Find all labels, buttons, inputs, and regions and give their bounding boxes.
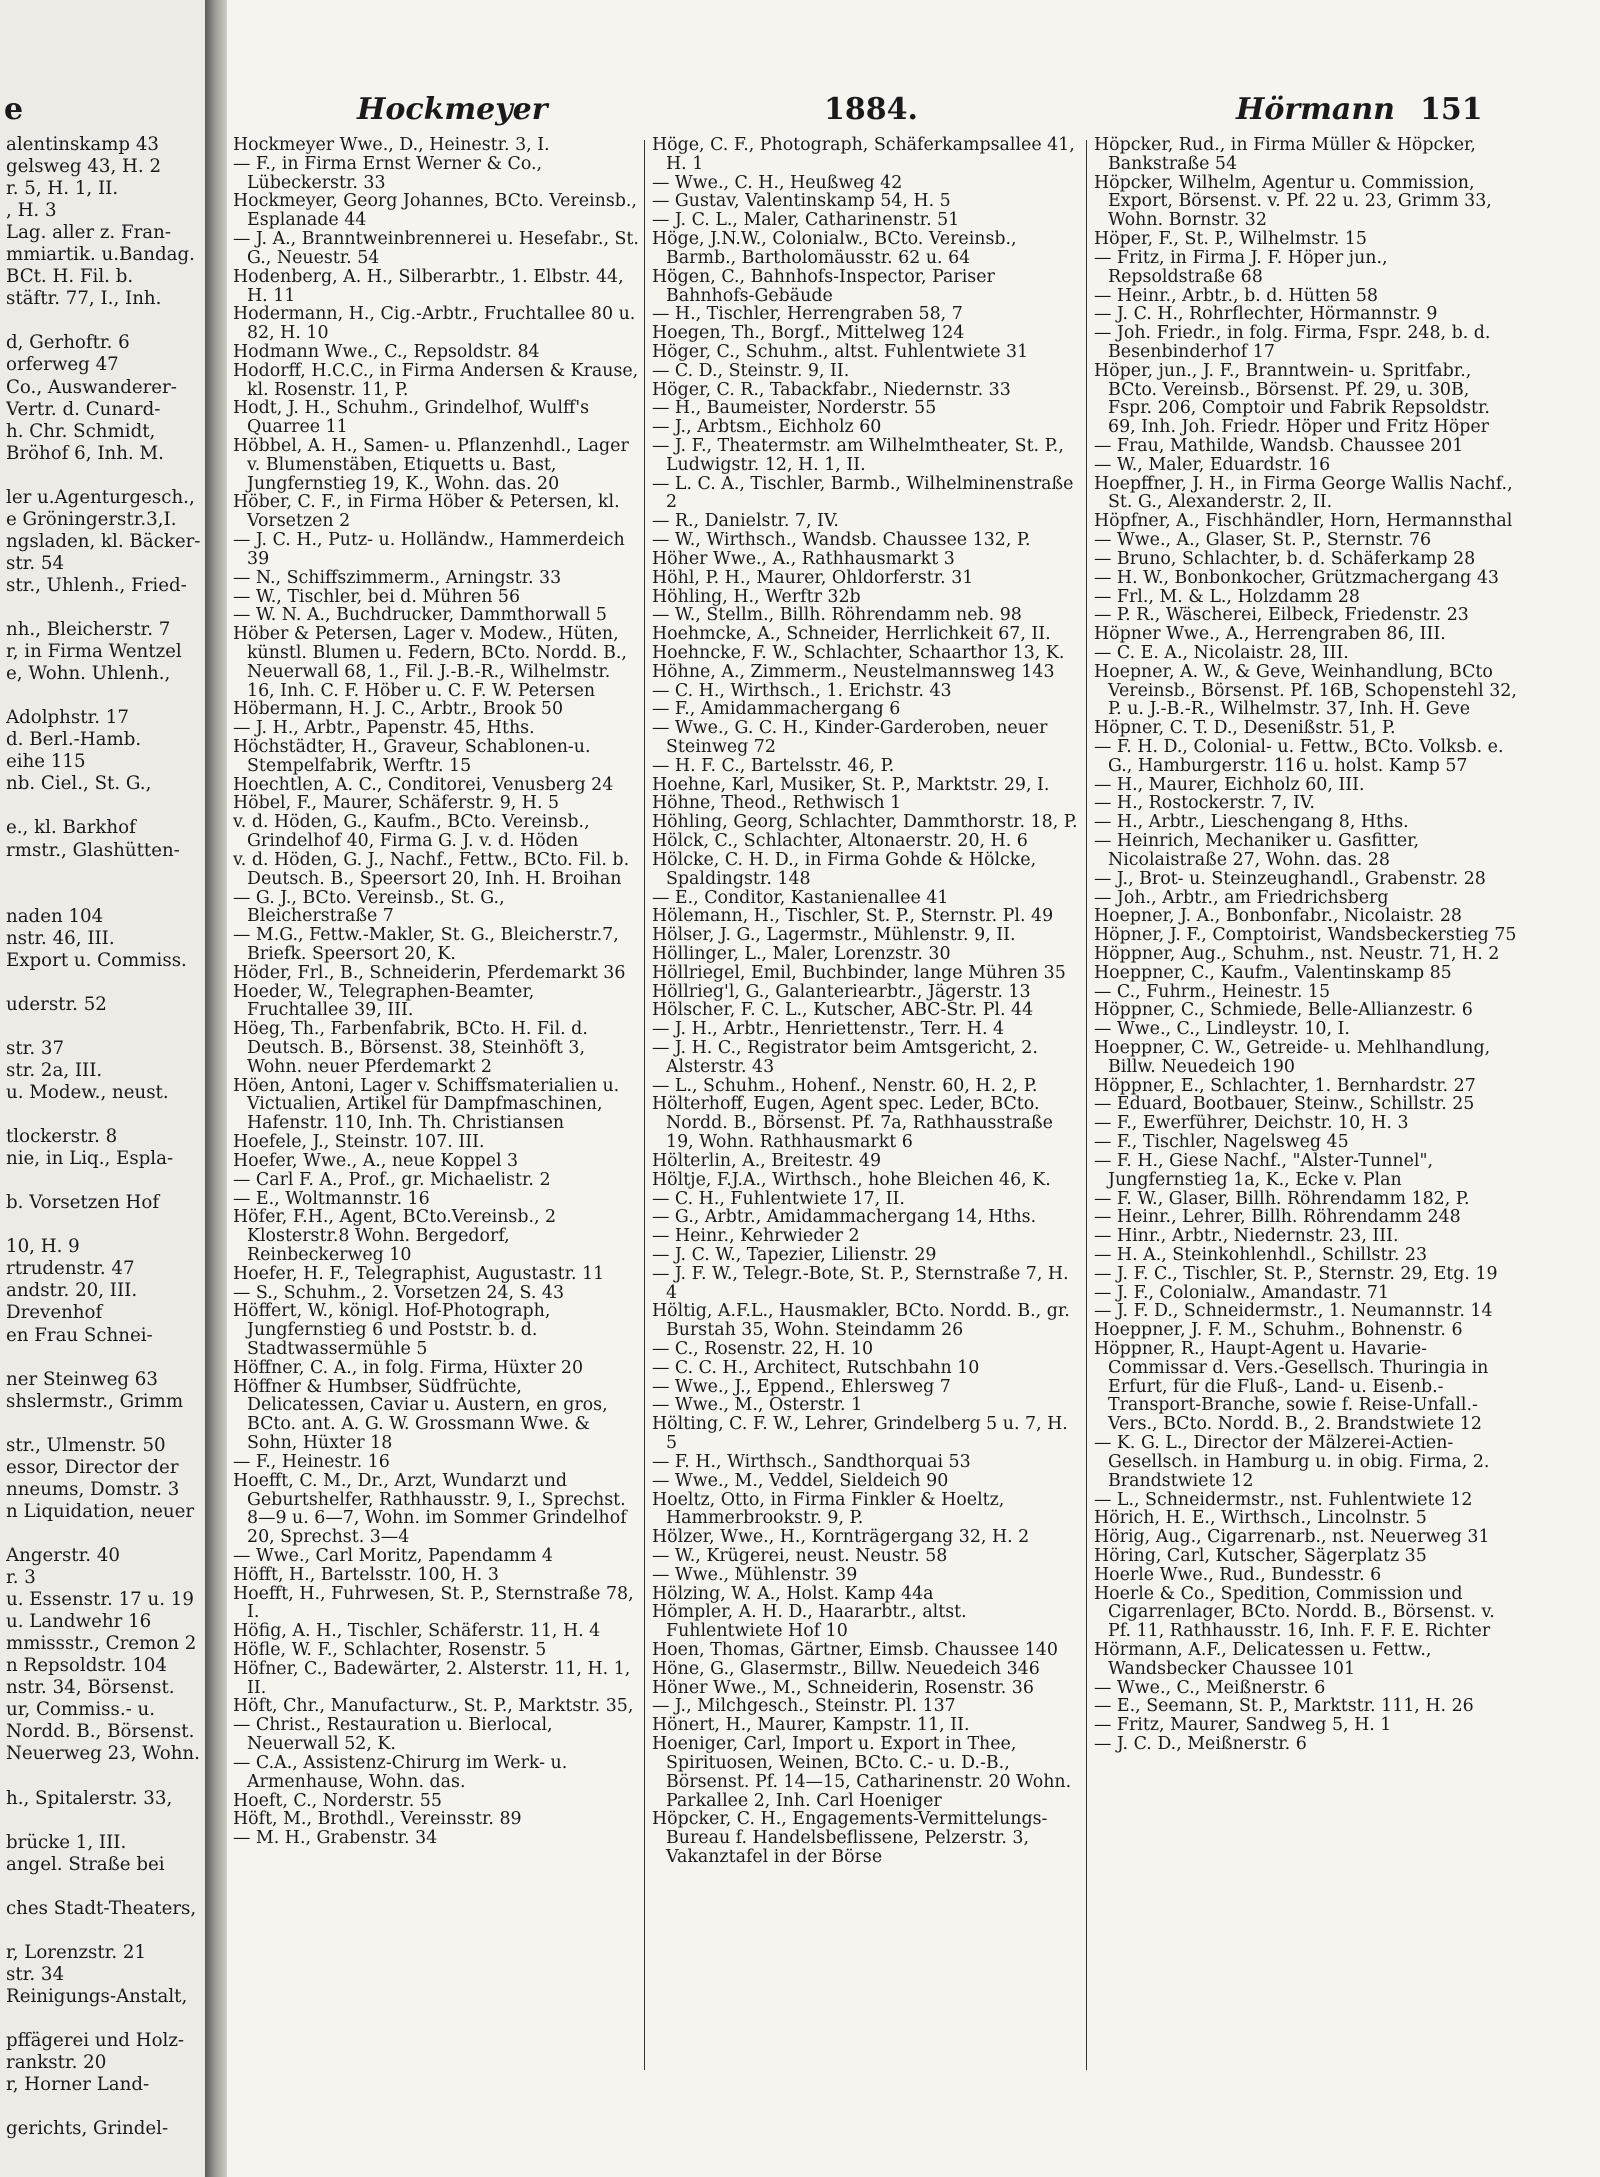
previous-page-line [6, 465, 201, 487]
directory-entry: Höper, jun., J. F., Branntwein- u. Spritfabr., BCto. Vereinsb., Börsenst. Pf. 29, u. 30B, Fspr. 206, Comptoir und Fabrik Repsoldstr. 69, Inh. Joh. Friedr. Höper und Fritz Höper [1094, 360, 1490, 438]
directory-entry: Hoegen, Th., Borgf., Mittelweg 124 [652, 323, 965, 344]
directory-entry: Höhl, P. H., Maurer, Ohldorferstr. 31 [652, 567, 974, 588]
previous-page-line: essor, Director der [6, 1456, 179, 1478]
directory-entry: — C. H., Fuhlentwiete 17, II. [652, 1188, 905, 1209]
previous-page-line: orferweg 47 [6, 354, 119, 376]
directory-entry: Höge, C. F., Photograph, Schäferkampsallee 41, H. 1 [652, 135, 1075, 174]
previous-page-line [6, 1810, 201, 1832]
directory-entry: — H., Arbtr., Lieschengang 8, Hths. [1094, 812, 1409, 833]
directory-entry: — E., Seemann, St. P., Marktstr. 111, H. 26 [1094, 1696, 1474, 1717]
directory-entry: — G., Arbtr., Amidammachergang 14, Hths. [652, 1207, 1037, 1228]
directory-entry: — W., Krügerei, neust. Neustr. 58 [652, 1545, 948, 1566]
previous-page-line [6, 1413, 201, 1435]
directory-entry: — F., Tischler, Nagelsweg 45 [1094, 1132, 1349, 1153]
previous-page-line: n Repsoldstr. 104 [6, 1655, 167, 1677]
previous-page-line: ches Stadt-Theaters, [6, 1897, 197, 1919]
page-number: 151 [1420, 92, 1483, 127]
previous-page-line [6, 2008, 201, 2030]
directory-entry: Hölzing, W. A., Holst. Kamp 44a [652, 1583, 934, 1604]
directory-entry: Höltig, A.F.L., Hausmakler, BCto. Nordd. B., gr. Burstah 35, Wohn. Steindamm 26 [652, 1301, 1070, 1341]
directory-entry: — F., Amidammachergang 6 [652, 699, 901, 720]
previous-page-line: str., Uhlenh., Fried- [6, 574, 187, 596]
previous-page-header: e [4, 92, 24, 127]
directory-entry: — J. H., Arbtr., Papenstr. 45, Hths. [233, 718, 535, 739]
directory-entry: Höfig, A. H., Tischler, Schäferstr. 11, H. 4 [233, 1621, 601, 1642]
previous-page-line: mmiartik. u.Bandag. [6, 244, 195, 266]
previous-page-line: eihe 115 [6, 751, 86, 773]
directory-entry: — C. C. H., Architect, Rutschbahn 10 [652, 1357, 980, 1378]
directory-entry: — M.G., Fettw.-Makler, St. G., Bleicherstr.7, Briefk. Speersort 20, K. [233, 925, 619, 964]
directory-entry: — Wwe., Mühlenstr. 39 [652, 1564, 858, 1585]
directory-entry: — H., Tischler, Herrengraben 58, 7 [652, 304, 963, 325]
previous-page-line: u. Landwehr 16 [6, 1611, 152, 1633]
previous-page-line: str. 37 [6, 1037, 65, 1059]
previous-page-line: mmissstr., Cremon 2 [6, 1633, 197, 1655]
directory-entry: — Christ., Restauration u. Bierlocal, Neuerwall 52, K. [233, 1715, 553, 1755]
directory-entry: — W., Stellm., Billh. Röhrendamm neb. 98 [652, 605, 1022, 626]
directory-entry: Hoeppner, C., Kaufm., Valentinskamp 85 [1094, 962, 1452, 983]
directory-entry: — L. C. A., Tischler, Barmb., Wilhelminenstraße 2 [652, 473, 1074, 513]
header-year: 1884. [824, 92, 918, 127]
directory-entry: Hörich, H. E., Wirthsch., Lincolnstr. 5 [1094, 1508, 1427, 1529]
directory-entry: Höfer, F.H., Agent, BCto.Vereinsb., 2 Klosterstr.8 Wohn. Bergedorf, Reinbeckerweg 10 [233, 1207, 557, 1265]
directory-entry: — E., Woltmannstr. 16 [233, 1188, 430, 1209]
previous-page-line: rankstr. 20 [6, 2052, 107, 2074]
directory-entry: Hoeder, W., Telegraphen-Beamter, Fruchtallee 39, III. [233, 981, 535, 1021]
directory-entry: — M. H., Grabenstr. 34 [233, 1828, 438, 1849]
previous-page-line [6, 1214, 201, 1236]
previous-page-line: r. 5, H. 1, II. [6, 178, 119, 200]
directory-entry: Hodorff, H.C.C., in Firma Andersen & Krause, kl. Rosenstr. 11, P. [233, 360, 639, 400]
directory-entry: Höbermann, H. J. C., Arbtr., Brook 50 [233, 699, 564, 720]
previous-page-line: h. Chr. Schmidt, [6, 420, 156, 442]
directory-entry: — N., Schiffszimmerm., Arningstr. 33 [233, 567, 562, 588]
directory-entry: Höder, Frl., B., Schneiderin, Pferdemarkt 36 [233, 962, 626, 983]
previous-page-line [6, 1104, 201, 1126]
directory-entry: — H. W., Bonbonkocher, Grützmachergang 43 [1094, 567, 1499, 588]
directory-entry: — Frau, Mathilde, Wandsb. Chaussee 201 [1094, 436, 1464, 456]
directory-entry: — K. G. L., Director der Mälzerei-Actien-Gesellsch. in Hamburg u. in obig. Firma, 2. Brandstwiete 12 [1094, 1433, 1490, 1491]
directory-entry: — W., Wirthsch., Wandsb. Chaussee 132, P. [652, 530, 1031, 551]
directory-entry: — Gustav, Valentinskamp 54, H. 5 [652, 191, 951, 212]
directory-entry: — J. C. H., Rohrflechter, Hörmannstr. 9 [1094, 304, 1438, 325]
directory-entry: Högen, C., Bahnhofs-Inspector, Pariser Bahnhofs-Gebäude [652, 266, 995, 306]
directory-column-3 [1094, 136, 1518, 1754]
previous-page-line [6, 310, 201, 332]
directory-entry: — Wwe., M., Veddel, Sieldeich 90 [652, 1470, 949, 1491]
previous-page-line: n Liquidation, neuer [6, 1500, 195, 1522]
directory-entry: Hölting, C. F. W., Lehrer, Grindelberg 5 u. 7, H. 5 [652, 1414, 1068, 1454]
previous-page-column [6, 134, 201, 2140]
previous-page-line: uderstr. 52 [6, 993, 107, 1015]
directory-entry: Höber, C. F., in Firma Höber & Petersen, kl. Vorsetzen 2 [233, 492, 620, 532]
previous-page-line [6, 972, 201, 994]
directory-entry: Höppner, R., Haupt-Agent u. Havarie-Commissar d. Vers.-Gesellsch. Thuringia in Erfurt, für die Fluß-, Land- u. Eisenb.-Transport-Branche, sowie f. Reise-Unfall.-Vers., BCto. Nordd. B., 2. Brandstwiete 12 [1094, 1339, 1489, 1435]
directory-entry: Höllinger, L., Maler, Lorenzstr. 30 [652, 943, 951, 964]
directory-entry: Hoefer, H. F., Telegraphist, Augustastr. 11 [233, 1263, 605, 1284]
previous-page-line: r, in Firma Wentzel [6, 641, 182, 663]
previous-page-line: e., kl. Barkhof [6, 817, 136, 839]
directory-entry: — F. H., Wirthsch., Sandthorquai 53 [652, 1451, 971, 1472]
previous-page-line: Vertr. d. Cunard- [6, 398, 161, 420]
directory-entry: — J., Milchgesch., Steinstr. Pl. 137 [652, 1696, 956, 1717]
previous-page-line [6, 685, 201, 707]
directory-entry: — F. H. D., Colonial- u. Fettw., BCto. Volksb. e. G., Hamburgerstr. 116 u. holst. Kamp 57 [1094, 737, 1504, 776]
previous-page-line: nstr. 34, Börsenst. [6, 1677, 175, 1699]
header-left-catchword: Hockmeyer [357, 92, 548, 127]
directory-entry: Höppner, E., Schlachter, 1. Bernhardstr. 27 [1094, 1075, 1476, 1096]
directory-entry: — R., Danielstr. 7, IV. [652, 511, 839, 532]
directory-entry: Höger, C. R., Tabackfabr., Niedernstr. 33 [652, 379, 1011, 400]
directory-entry: — C., Rosenstr. 22, H. 10 [652, 1339, 874, 1359]
directory-entry: Höpner Wwe., A., Herrengraben 86, III. [1094, 624, 1446, 645]
directory-entry: Höffert, W., königl. Hof-Photograph, Jungfernstieg 6 und Poststr. b. d. Stadtwassermühle 5 [233, 1301, 551, 1359]
directory-entry: Höring, Carl, Kutscher, Sägerplatz 35 [1094, 1545, 1427, 1566]
previous-page-line: nstr. 46, III. [6, 927, 115, 949]
previous-page-line: Lag. aller z. Fran- [6, 222, 172, 244]
directory-entry: Hoeppner, C. W., Getreide- u. Mehlhandlung, Billw. Neuedeich 190 [1094, 1038, 1491, 1077]
directory-entry: Hoerle Wwe., Rud., Bundesstr. 6 [1094, 1564, 1382, 1585]
directory-entry: — J. C. W., Tapezier, Lilienstr. 29 [652, 1244, 937, 1265]
directory-entry: — Wwe., A., Glaser, St. P., Sternstr. 76 [1094, 530, 1432, 551]
directory-entry: Hölck, C., Schlachter, Altonaerstr. 20, H. 6 [652, 831, 1028, 852]
directory-entry: — J., Brot- u. Steinzeughandl., Grabenstr. 28 [1094, 868, 1486, 889]
directory-entry: — Wwe., C., Meißnerstr. 6 [1094, 1677, 1326, 1698]
directory-entry: Höpner, C. T. D., Desenißstr. 51, P. [1094, 718, 1396, 739]
directory-entry: — J. C. D., Meißnerstr. 6 [1094, 1734, 1307, 1755]
directory-entry: Hoehmcke, A., Schneider, Herrlichkeit 67, II. [652, 624, 1051, 645]
directory-entry: — F. W., Glaser, Billh. Röhrendamm 182, P. [1094, 1188, 1470, 1209]
previous-page-line: stäftr. 77, I., Inh. [6, 288, 162, 310]
previous-page-line: ler u.Agenturgesch., [6, 486, 195, 508]
directory-entry: Höeg, Th., Farbenfabrik, BCto. H. Fil. d. Deutsch. B., Börsenst. 38, Steinhöft 3, Wohn. neuer Pferdemarkt 2 [233, 1019, 588, 1077]
directory-entry: Hockmeyer Wwe., D., Heinestr. 3, I. [233, 135, 550, 155]
directory-entry: Hölemann, H., Tischler, St. P., Sternstr. Pl. 49 [652, 906, 1054, 927]
directory-entry: — W. N. A., Buchdrucker, Dammthorwall 5 [233, 605, 607, 626]
directory-entry: Höchstädter, H., Graveur, Schablonen-u. Stempelfabrik, Werftr. 15 [233, 737, 591, 776]
directory-entry: Höpcker, C. H., Engagements-Vermittelungs-Bureau f. Handelsbeflissene, Pelzerstr. 3, Vakanztafel in der Börse [652, 1809, 1048, 1867]
directory-entry: — G. J., BCto. Vereinsb., St. G., Bleicherstraße 7 [233, 887, 505, 927]
directory-entry: — C. H., Wirthsch., 1. Erichstr. 43 [652, 680, 952, 701]
directory-entry: — H., Baumeister, Norderstr. 55 [652, 398, 937, 419]
directory-entry: Höpfner, A., Fischhändler, Horn, Hermannsthal [1094, 511, 1513, 532]
directory-entry: Hodt, J. H., Schuhm., Grindelhof, Wulff's Quarree 11 [233, 398, 590, 438]
previous-page-line: Reinigungs-Anstalt, [6, 1985, 188, 2007]
directory-entry: Höfle, W. F., Schlachter, Rosenstr. 5 [233, 1640, 547, 1660]
previous-page-line: str. 54 [6, 552, 65, 574]
previous-page-line: shslermstr., Grimm [6, 1390, 184, 1412]
directory-entry: — J. F., Theatermstr. am Wilhelmtheater, St. P., Ludwigstr. 12, H. 1, II. [652, 436, 1064, 475]
directory-entry: — H. F. C., Bartelsstr. 46, P. [652, 755, 895, 776]
previous-page-line [6, 597, 201, 619]
directory-entry: — C. E. A., Nicolaistr. 28, III. [1094, 642, 1349, 663]
directory-entry: Höper, F., St. P., Wilhelmstr. 15 [1094, 229, 1367, 250]
column-rule [1086, 140, 1087, 2070]
directory-entry: Hölser, J. G., Lagermstr., Mühlenstr. 9, II. [652, 925, 1016, 946]
directory-entry: Höppner, C., Schmiede, Belle-Allianzestr. 6 [1094, 1000, 1473, 1021]
directory-entry: — Frl., M. & L., Holzdamm 28 [1094, 586, 1360, 607]
directory-entry: Hockmeyer, Georg Johannes, BCto. Vereinsb., Esplanade 44 [233, 191, 637, 231]
previous-page-line: andstr. 20, III. [6, 1280, 138, 1302]
directory-entry: Höllriegel, Emil, Buchbinder, lange Mühren 35 [652, 962, 1066, 983]
previous-page-line: str. 2a, III. [6, 1059, 103, 1081]
directory-entry: — Heinrich, Mechaniker u. Gasfitter, Nicolaistraße 27, Wohn. das. 28 [1094, 831, 1420, 870]
directory-entry: Höppner, Aug., Schuhm., nst. Neustr. 71, H. 2 [1094, 943, 1500, 964]
directory-entry: — Heinr., Arbtr., b. d. Hütten 58 [1094, 285, 1378, 306]
previous-page-line: Export u. Commiss. [6, 949, 187, 971]
directory-entry: Höfft, H., Bartelsstr. 100, H. 3 [233, 1564, 499, 1585]
directory-entry: — H., Maurer, Eichholz 60, III. [1094, 774, 1365, 795]
previous-page-line: nh., Bleicherstr. 7 [6, 619, 171, 641]
directory-entry: — Fritz, in Firma J. F. Höper jun., Repsoldstraße 68 [1094, 247, 1388, 287]
directory-entry: Höpcker, Rud., in Firma Müller & Höpcker, Bankstraße 54 [1094, 135, 1476, 174]
directory-entry: — P. R., Wäscherei, Eilbeck, Friedenstr. 23 [1094, 605, 1469, 626]
directory-entry: — F., Heinestr. 16 [233, 1451, 390, 1472]
directory-entry: Hoepner, J. A., Bonbonfabr., Nicolaistr. 28 [1094, 906, 1462, 927]
directory-entry: — S., Schuhm., 2. Vorsetzen 24, S. 43 [233, 1282, 565, 1303]
directory-entry: — Hinr., Arbtr., Niedernstr. 23, III. [1094, 1226, 1399, 1247]
directory-entry: — W., Maler, Eduardstr. 16 [1094, 454, 1331, 475]
directory-entry: Hoerle & Co., Spedition, Commission und Cigarrenlager, BCto. Nordd. B., Börsenst. v. Pf. 11, Rathhausstr. 16, Inh. F. F. E. Richter [1094, 1583, 1495, 1642]
directory-entry: — Bruno, Schlachter, b. d. Schäferkamp 28 [1094, 548, 1476, 569]
directory-page [227, 0, 1600, 2177]
previous-page-line: 10, H. 9 [6, 1236, 80, 1258]
previous-page-line: nie, in Liq., Espla- [6, 1148, 174, 1170]
directory-entry: Höft, M., Brothdl., Vereinsstr. 89 [233, 1809, 522, 1830]
directory-entry: Höhne, A., Zimmerm., Neustelmannsweg 143 [652, 661, 1055, 682]
directory-entry: Hörig, Aug., Cigarrenarb., nst. Neuerweg 31 [1094, 1527, 1490, 1548]
directory-entry: Hoen, Thomas, Gärtner, Eimsb. Chaussee 140 [652, 1640, 1058, 1660]
previous-page-line: gelsweg 43, H. 2 [6, 156, 162, 178]
previous-page-line: Co., Auswanderer- [6, 376, 177, 398]
directory-entry: — J. F. W., Telegr.-Bote, St. P., Sternstraße 7, H. 4 [652, 1263, 1069, 1303]
previous-page-line [6, 1523, 201, 1545]
directory-entry: — H., Rostockerstr. 7, IV. [1094, 793, 1315, 814]
directory-entry: Hoefele, J., Steinstr. 107. III. [233, 1132, 485, 1153]
directory-entry: — J. F. D., Schneidermstr., 1. Neumannstr. 14 [1094, 1301, 1493, 1322]
directory-entry: Hoefft, H., Fuhrwesen, St. P., Sternstraße 78, I. [233, 1583, 634, 1623]
directory-entry: — J. H. C., Registrator beim Amtsgericht, 2. Alsterstr. 43 [652, 1038, 1038, 1077]
directory-entry: — L., Schuhm., Hohenf., Nenstr. 60, H. 2, P. [652, 1075, 1038, 1096]
previous-page-line: ur, Commiss.- u. [6, 1699, 156, 1721]
directory-entry: Höfner, C., Badewärter, 2. Alsterstr. 11, H. 1, II. [233, 1658, 631, 1698]
directory-entry: — J. C. H., Putz- u. Holländw., Hammerdeich 39 [233, 530, 625, 569]
directory-entry: Hörmann, A.F., Delicatessen u. Fettw., Wandsbecker Chaussee 101 [1094, 1640, 1432, 1679]
directory-entry: Höge, J.N.W., Colonialw., BCto. Vereinsb., Barmb., Bartholomäusstr. 62 u. 64 [652, 229, 1017, 268]
directory-entry: Höbbel, A. H., Samen- u. Pflanzenhdl., Lager v. Blumenstäben, Etiquetts u. Bast, Jungfernstieg 19, K., Wohn. das. 20 [233, 436, 629, 494]
directory-entry: — L., Schneidermstr., nst. Fuhlentwiete 12 [1094, 1489, 1473, 1510]
previous-page-line: ner Steinweg 63 [6, 1368, 158, 1390]
directory-entry: — C., Fuhrm., Heinestr. 15 [1094, 981, 1331, 1002]
previous-page-line: rmstr., Glashütten- [6, 839, 180, 861]
directory-entry: — Fritz, Maurer, Sandweg 5, H. 1 [1094, 1715, 1392, 1736]
previous-page-line: en Frau Schnei- [6, 1324, 153, 1346]
directory-entry: Höne, G., Glasermstr., Billw. Neuedeich 346 [652, 1658, 1040, 1679]
directory-entry: Hölterhoff, Eugen, Agent spec. Leder, BCto. Nordd. B., Börsenst. Pf. 7a, Rathhausstraße 19, Wohn. Rathhausmarkt 6 [652, 1094, 1053, 1153]
directory-entry: Hoechtlen, A. C., Conditorei, Venusberg 24 [233, 774, 614, 795]
directory-entry: Hoehne, Karl, Musiker, St. P., Marktstr. 29, I. [652, 774, 1050, 795]
directory-entry: — J. C. L., Maler, Catharinenstr. 51 [652, 210, 960, 231]
previous-page-line: r, Lorenzstr. 21 [6, 1941, 147, 1963]
directory-entry: Höffner & Humbser, Südfrüchte, Delicatessen, Caviar u. Austern, en gros, BCto. ant. A. G. W. Grossmann Wwe. & Sohn, Hüxter 18 [233, 1376, 608, 1454]
directory-entry: Hoeppner, J. F. M., Schuhm., Bohnenstr. 6 [1094, 1320, 1463, 1341]
directory-entry: Höhne, Theod., Rethwisch 1 [652, 793, 902, 814]
column-rule [644, 140, 645, 2070]
previous-page-line [6, 2096, 201, 2118]
directory-entry: — Carl F. A., Prof., gr. Michaelistr. 2 [233, 1169, 551, 1190]
directory-entry: — H. A., Steinkohlenhdl., Schillstr. 23 [1094, 1244, 1428, 1265]
previous-page-line: naden 104 [6, 905, 104, 927]
previous-page-line: d. Berl.-Hamb. [6, 729, 142, 751]
directory-column-1 [233, 136, 639, 1848]
previous-page-line [6, 1016, 201, 1038]
directory-entry: — Eduard, Bootbauer, Steinw., Schillstr. 25 [1094, 1094, 1475, 1115]
directory-entry: — E., Conditor, Kastanienallee 41 [652, 887, 949, 908]
directory-entry: Höbel, F., Maurer, Schäferstr. 9, H. 5 [233, 793, 560, 814]
directory-entry: — C.A., Assistenz-Chirurg im Werk- u. Armenhause, Wohn. das. [233, 1752, 568, 1792]
directory-entry: — Wwe., G. C. H., Kinder-Garderoben, neuer Steinweg 72 [652, 718, 1048, 757]
header-right-catchword: Hörmann [1236, 92, 1395, 127]
previous-page-line [6, 1765, 201, 1787]
directory-entry: — J. F., Colonialw., Amandastr. 71 [1094, 1282, 1390, 1303]
directory-entry: Hoeniger, Carl, Import u. Export in Thee, Spirituosen, Weinen, BCto. C.- u. D.-B., Börsenst. Pf. 14—15, Catharinenstr. 20 Wohn. Parkallee 2, Inh. Carl Hoeniger [652, 1734, 1072, 1811]
previous-page-line: rtrudenstr. 47 [6, 1258, 135, 1280]
directory-entry: Höpcker, Wilhelm, Agentur u. Commission, Export, Börsenst. v. Pf. 22 u. 23, Grimm 33, Wohn. Bornstr. 32 [1094, 172, 1492, 231]
directory-entry: — Wwe., C. H., Heußweg 42 [652, 172, 903, 193]
directory-entry: Hömpler, A. H. D., Haararbtr., altst. Fuhlentwiete Hof 10 [652, 1602, 967, 1642]
previous-page-line: pffägerei und Holz- [6, 2030, 185, 2052]
directory-column-2 [652, 136, 1081, 1867]
previous-page-line: nneums, Domstr. 3 [6, 1478, 180, 1500]
previous-page-line: Neuerweg 23, Wohn. [6, 1743, 200, 1765]
directory-entry: Hodenberg, A. H., Silberarbtr., 1. Elbstr. 44, H. 11 [233, 266, 624, 306]
directory-entry: — Wwe., J., Eppend., Ehlersweg 7 [652, 1376, 951, 1397]
directory-entry: — J. F. C., Tischler, St. P., Sternstr. 29, Etg. 19 [1094, 1263, 1498, 1284]
previous-page-line [6, 1347, 201, 1369]
previous-page-line [6, 1920, 201, 1942]
directory-entry: Hoehncke, F. W., Schlachter, Schaarthor 13, K. [652, 642, 1065, 663]
directory-entry: Höen, Antoni, Lager v. Schiffsmaterialien u. Victualien, Artikel für Dampfmaschinen, Hafenstr. 110, Inh. Th. Christiansen [233, 1075, 620, 1134]
previous-page-line: Bröhof 6, Inh. M. [6, 442, 164, 464]
previous-page-line: angel. Straße bei [6, 1853, 165, 1875]
directory-entry: — Joh. Friedr., in folg. Firma, Fspr. 248, b. d. Besenbinderhof 17 [1094, 323, 1491, 362]
previous-page-line: u. Essenstr. 17 u. 19 [6, 1589, 194, 1611]
directory-entry: Höpner, J. F., Comptoirist, Wandsbeckerstieg 75 [1094, 925, 1517, 946]
directory-entry: Hodermann, H., Cig.-Arbtr., Fruchtallee 80 u. 82, H. 10 [233, 304, 636, 344]
previous-page-line: d, Gerhoftr. 6 [6, 332, 130, 354]
directory-entry: Höffner, C. A., in folg. Firma, Hüxter 20 [233, 1357, 584, 1378]
previous-page-line: r, Horner Land- [6, 2074, 150, 2096]
previous-page-line [6, 795, 201, 817]
directory-entry: Hölterlin, A., Breitestr. 49 [652, 1150, 882, 1171]
directory-entry: Höger, C., Schuhm., altst. Fuhlentwiete 31 [652, 341, 1029, 362]
previous-page-line: nb. Ciel., St. G., [6, 773, 152, 795]
directory-entry: — Heinr., Kehrwieder 2 [652, 1226, 860, 1247]
previous-page-line [6, 1876, 201, 1898]
directory-entry: Hodmann Wwe., C., Repsoldstr. 84 [233, 341, 540, 362]
directory-entry: — W., Tischler, bei d. Mühren 56 [233, 586, 521, 607]
previous-page-line [6, 1170, 201, 1192]
previous-page-line: h., Spitalerstr. 33, [6, 1787, 173, 1809]
previous-page-line: alentinskamp 43 [6, 134, 159, 155]
directory-entry: Hoeltz, Otto, in Firma Finkler & Hoeltz, Hammerbrookstr. 9, P. [652, 1489, 1005, 1529]
directory-entry: v. d. Höden, G., Kaufm., BCto. Vereinsb., Grindelhof 40, Firma G. J. v. d. Höden [233, 812, 590, 852]
directory-entry: Höft, Chr., Manufacturw., St. P., Marktstr. 35, [233, 1696, 634, 1717]
directory-entry: — F., in Firma Ernst Werner & Co., Lübeckerstr. 33 [233, 153, 543, 193]
directory-entry: Höner Wwe., M., Schneiderin, Rosenstr. 36 [652, 1677, 1034, 1698]
previous-page-fragment [0, 0, 205, 2177]
directory-entry: v. d. Höden, G. J., Nachf., Fettw., BCto. Fil. b. Deutsch. B., Speersort 20, Inh. H. Broihan [233, 849, 630, 889]
previous-page-line: u. Modew., neust. [6, 1082, 169, 1104]
directory-entry: — F., Ewerführer, Deichstr. 10, H. 3 [1094, 1113, 1409, 1134]
directory-entry: Hoepffner, J. H., in Firma George Wallis Nachf., St. G., Alexanderstr. 2, II. [1094, 473, 1513, 513]
directory-entry: — J. A., Branntweinbrennerei u. Hesefabr., St. G., Neuestr. 54 [233, 229, 639, 268]
directory-entry: — Wwe., Carl Moritz, Papendamm 4 [233, 1545, 553, 1566]
previous-page-line: e, Wohn. Uhlenh., [6, 663, 171, 685]
previous-page-line: b. Vorsetzen Hof [6, 1192, 160, 1214]
previous-page-line: r. 3 [6, 1567, 36, 1589]
directory-entry: Hölcke, C. H. D., in Firma Gohde & Hölcke, Spaldingstr. 148 [652, 849, 1037, 889]
previous-page-line: e Gröningerstr.3,I. [6, 508, 177, 530]
previous-page-line: tlockerstr. 8 [6, 1126, 118, 1148]
directory-entry: Hönert, H., Maurer, Kampstr. 11, II. [652, 1715, 970, 1736]
previous-page-line: gerichts, Grindel- [6, 2118, 169, 2140]
directory-entry: — F. H., Giese Nachf., "Alster-Tunnel", Jungfernstieg 1a, K., Ecke v. Plan [1094, 1150, 1433, 1190]
previous-page-line: ngsladen, kl. Bäcker- [6, 530, 201, 552]
previous-page-line: Angerstr. 40 [6, 1545, 120, 1566]
directory-entry: — C. D., Steinstr. 9, II. [652, 360, 850, 381]
directory-entry: Höltje, F.J.A., Wirthsch., hohe Bleichen 46, K. [652, 1169, 1051, 1190]
directory-entry: — Wwe., C., Lindleystr. 10, I. [1094, 1019, 1350, 1040]
directory-entry: — J., Arbtsm., Eichholz 60 [652, 417, 882, 438]
directory-entry: Höllrieg'l, G., Galanteriearbtr., Jägerstr. 13 [652, 981, 1031, 1002]
previous-page-line [6, 884, 201, 906]
previous-page-line: Drevenhof [6, 1302, 103, 1324]
directory-entry: Hölscher, F. C. L., Kutscher, ABC-Str. Pl. 44 [652, 1000, 1034, 1021]
previous-page-line: Nordd. B., Börsenst. [6, 1721, 195, 1743]
directory-entry: Hoefer, Wwe., A., neue Koppel 3 [233, 1150, 519, 1171]
directory-entry: — J. H., Arbtr., Henriettenstr., Terr. H. 4 [652, 1019, 1005, 1040]
book-gutter [205, 0, 227, 2177]
directory-entry: — Joh., Arbtr., am Friedrichsberg [1094, 887, 1389, 908]
directory-entry: Hoepner, A. W., & Geve, Weinhandlung, BCto Vereinsb., Börsenst. Pf. 16B, Schopenstehl 32, P. u. J.-B.-R., Wilhelmstr. 37, Inh. H. Geve [1094, 661, 1517, 720]
directory-entry: Hölzer, Wwe., H., Kornträgergang 32, H. 2 [652, 1527, 1030, 1548]
directory-entry: Höber & Petersen, Lager v. Modew., Hüten, künstl. Blumen u. Federn, BCto. Nordd. B., Neuerwall 68, 1., Fil. J.-B.-R., Wilhelmstr. 16, Inh. C. F. Höber u. C. F. W. Petersen [233, 624, 627, 701]
previous-page-line: brücke 1, III. [6, 1831, 127, 1853]
previous-page-line: str. 34 [6, 1963, 65, 1985]
directory-entry: Hoefft, C. M., Dr., Arzt, Wundarzt und Geburtshelfer, Rathhausstr. 9, I., Sprechst. 8—9 u. 6—7, Wohn. im Sommer Grindelhof 20, Sprechst. 3—4 [233, 1470, 627, 1548]
previous-page-line [6, 862, 201, 884]
previous-page-line: BCt. H. Fil. b. [6, 266, 134, 288]
previous-page-line: str., Ulmenstr. 50 [6, 1434, 166, 1456]
previous-page-line: Adolphstr. 17 [6, 707, 129, 729]
directory-entry: — Wwe., M., Osterstr. 1 [652, 1395, 863, 1416]
previous-page-line: , H. 3 [6, 200, 57, 222]
directory-entry: Höhling, H., Werftr 32b [652, 586, 861, 607]
directory-entry: Höhling, Georg, Schlachter, Dammthorstr. 18, P. [652, 812, 1078, 833]
directory-entry: — Heinr., Lehrer, Billh. Röhrendamm 248 [1094, 1207, 1461, 1228]
directory-entry: Hoeft, C., Norderstr. 55 [233, 1790, 442, 1811]
directory-entry: Höher Wwe., A., Rathhausmarkt 3 [652, 548, 955, 569]
